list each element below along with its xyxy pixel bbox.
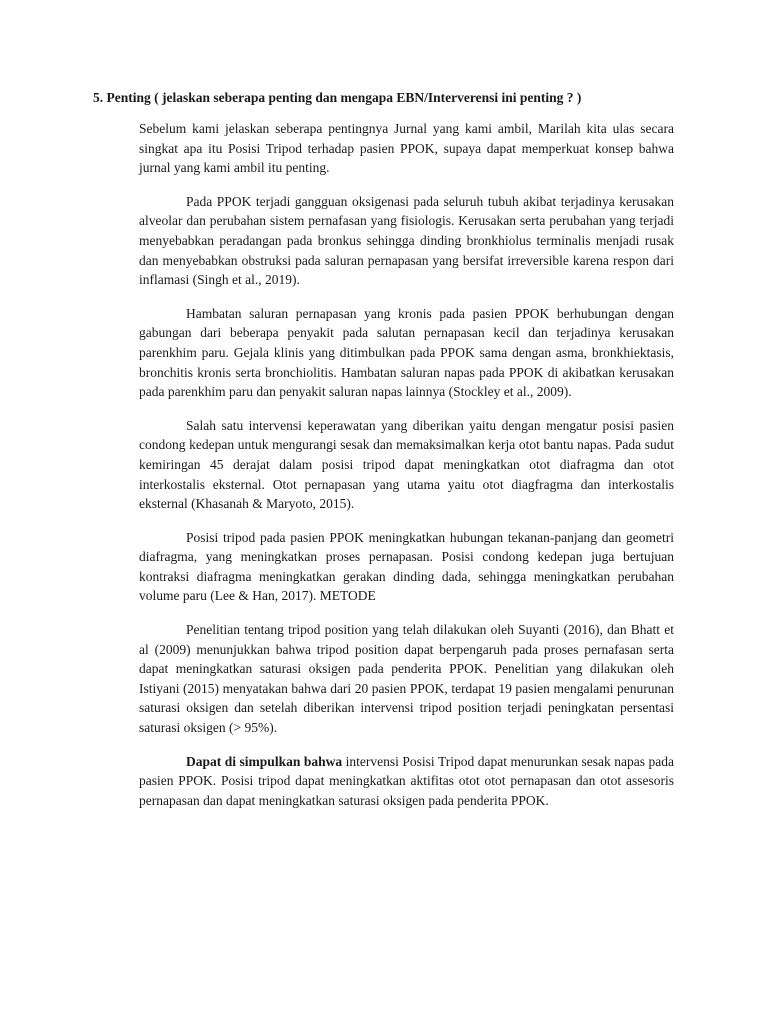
paragraph-intro: Sebelum kami jelaskan seberapa pentingnya Jurnal yang kami ambil, Marilah kita ulas secara singkat apa itu Posisi Tripod terhadap pasien PPOK, supaya dapat memperkuat konsep bahwa jurnal yang kami ambil itu penting. [139, 121, 674, 176]
section-heading: 5. Penting ( jelaskan seberapa penting dan mengapa EBN/Interverensi ini penting ? ) [93, 90, 582, 105]
paragraph-intervensi: Salah satu intervensi keperawatan yang diberikan yaitu dengan mengatur posisi pasien condong kedepan untuk mengurangi sesak dan memaksimalkan kerja otot bantu napas. Pada sudut kemiringan 45 derajat dalam posisi tripod dapat meningkatkan otot diafragma dan otot interkostalis eksternal. Otot pernapasan yang utama yaitu otot diagfragma dan interkostalis eksternal (Khasanah & Maryoto, 2015). [139, 417, 674, 512]
conclusion-lead: Dapat di simpulkan bahwa [186, 753, 343, 769]
paragraph-ppok-oksigenasi: Pada PPOK terjadi gangguan oksigenasi pada seluruh tubuh akibat terjadinya kerusakan alveolar dan perubahan sistem pernafasan yang fisiologis. Kerusakan serta perubahan yang terjadi menyebabkan peradangan pada bronkus sehingga dinding bronkhiolus terminalis menjadi rusak dan menyebabkan obstruksi pada saluran pernapasan yang bersifat irreversible karena respon dari inflamasi (Singh et al., 2019). [139, 193, 674, 288]
paragraph-kesimpulan [139, 752, 674, 811]
conclusion-text: intervensi Posisi Tripod dapat menurunkan sesak napas pada pasien PPOK. Posisi tripod dapat meningkatkan aktifitas otot otot pernapasan dan otot assesoris pernapasan dan dapat meningkatkan saturasi oksigen pada penderita PPOK. [139, 753, 674, 808]
paragraph-penelitian: Penelitian tentang tripod position yang telah dilakukan oleh Suyanti (2016), dan Bhatt et al (2009) menunjukkan bahwa tripod position dapat berpengaruh pada proses pernafasan serta dapat meningkatkan saturasi oksigen pada penderita PPOK. Penelitian yang dilakukan oleh Istiyani (2015) menyatakan bahwa dari 20 pasien PPOK, terdapat 19 pasien mengalami penurunan saturasi oksigen dan setelah diberikan intervensi tripod position terjadi peningkatan persentasi saturasi oksigen (> 95%). [139, 622, 674, 736]
body-text [139, 119, 674, 824]
paragraph-posisi-tripod: Posisi tripod pada pasien PPOK meningkatkan hubungan tekanan-panjang dan geometri diafragma, yang meningkatkan proses pernapasan. Posisi condong kedepan juga bertujuan kontraksi diafragma meningkatkan gerakan dinding dada, sehingga meningkatkan perubahan volume paru (Lee & Han, 2017). METODE [139, 529, 674, 604]
paragraph-hambatan-saluran: Hambatan saluran pernapasan yang kronis pada pasien PPOK berhubungan dengan gabungan dari beberapa penyakit pada salutan pernapasan kecil dan terjadinya kerusakan parenkhim paru. Gejala klinis yang ditimbulkan pada PPOK sama dengan asma, bronkhiektasis, bronchitis kronis serta bronchiolitis. Hambatan saluran napas pada PPOK di akibatkan kerusakan pada parenkhim paru dan penyakit saluran napas lainnya (Stockley et al., 2009). [139, 305, 674, 400]
